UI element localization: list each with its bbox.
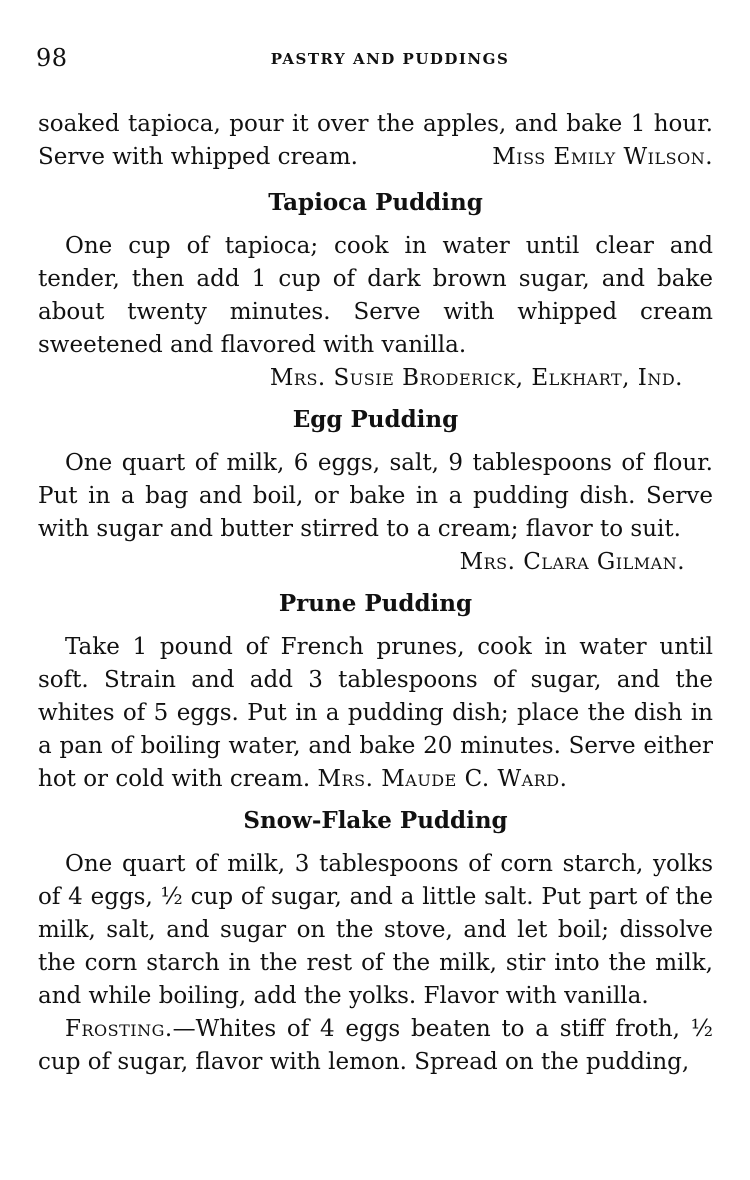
recipe-title-egg-pudding: Egg Pudding (292, 406, 459, 433)
recipe-text-prune-pudding (38, 631, 713, 796)
page-body (38, 108, 713, 1079)
frosting-text: —Whites of 4 eggs beaten to a stiff froth, ½ cup of sugar, flavor with lemon. Spread on the pudding, (38, 1016, 713, 1075)
running-head: PASTRY AND PUDDINGS (270, 50, 510, 68)
page-header (36, 44, 714, 76)
continuation-text: Serve with whipped cream. (38, 144, 358, 170)
frosting-label: Frosting. (65, 1016, 173, 1042)
signature-susie-broderick: Mrs. Susie Broderick, Elkhart, Ind. (269, 365, 683, 391)
recipe-text-snow-flake-pudding: One quart of milk, 3 tablespoons of corn starch, yolks of 4 eggs, ½ cup of sugar, and a little salt. Put part of the milk, salt, and sugar on the stove, and let boil; dissolve the corn starch in the rest of the milk, stir into the milk, and while boiling, add the yolks. Flavor with vanilla. (38, 851, 713, 1009)
page-number: 98 (36, 44, 68, 72)
frosting-paragraph (38, 1013, 713, 1079)
recipe-title-tapioca-pudding: Tapioca Pudding (268, 189, 483, 216)
prune-pudding-body: Take 1 pound of French prunes, cook in water until soft. Strain and add 3 tablespoons of sugar, and the whites of 5 eggs. Put in a pudding dish; place the dish in a pan of boiling water, and bake 20 minutes. Serve either hot or cold with cream. (38, 634, 713, 792)
recipe-title-prune-pudding: Prune Pudding (278, 590, 473, 617)
continuation-line-2 (38, 141, 713, 174)
recipe-title-snow-flake-pudding: Snow-Flake Pudding (243, 807, 508, 834)
continuation-line-1: soaked tapioca, pour it over the apples, and bake 1 hour. (38, 111, 713, 137)
signature-maude-ward: Mrs. Maude C. Ward. (317, 766, 568, 792)
recipe-text-tapioca-pudding: One cup of tapioca; cook in water until clear and tender, then add 1 cup of dark brown sugar, and bake about twenty minutes. Serve with whipped cream sweetened and flavored with vanilla. (38, 233, 713, 358)
signature-emily-wilson: Miss Emily Wilson. (492, 144, 713, 170)
recipe-text-egg-pudding: One quart of milk, 6 eggs, salt, 9 tablespoons of flour. Put in a bag and boil, or bake in a pudding dish. Serve with sugar and butter stirred to a cream; flavor to suit. (38, 450, 713, 542)
signature-clara-gilman: Mrs. Clara Gilman. (459, 549, 685, 575)
